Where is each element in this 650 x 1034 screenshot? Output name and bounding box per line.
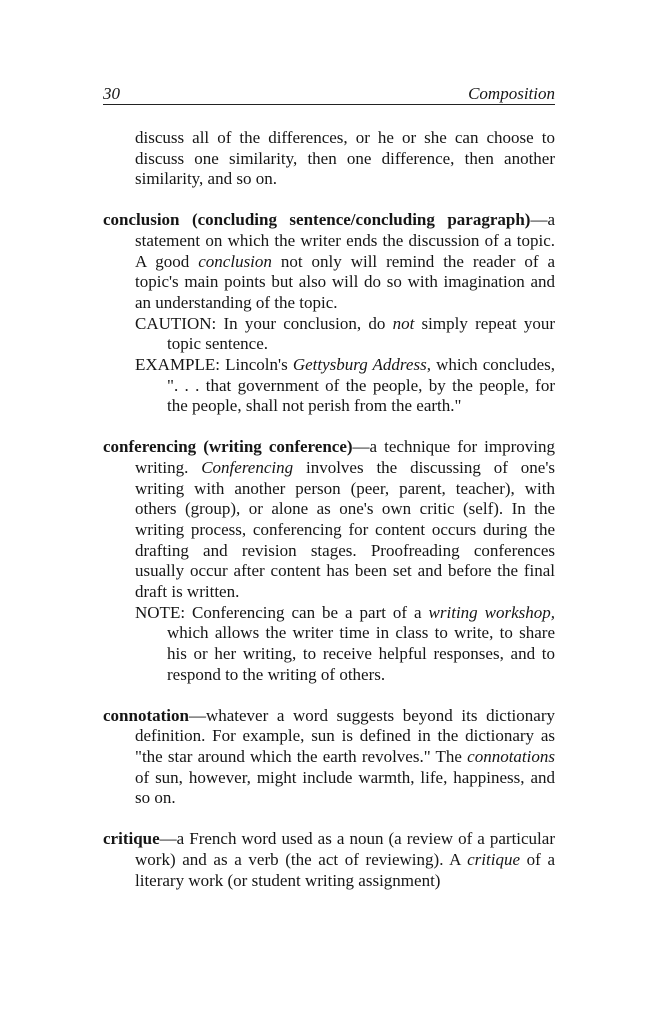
- definition-text: involves the discussing of one's writing with another person (peer, parent, teacher), with others (group), or alone as one's own critic (self). In the writing process, conferencing for content occurs during the drafting and revision stages. Proofreading conferences usually occur after content has been set and before the final draft is written.: [135, 457, 555, 602]
- note-text: NOTE: Conferencing can be a part of a: [135, 602, 429, 622]
- entry-definition: [103, 829, 555, 891]
- definition-italic: critique: [467, 849, 521, 869]
- entry-term: critique: [103, 829, 160, 849]
- entry-term: connotation: [103, 705, 189, 725]
- entry-definition: [103, 437, 555, 603]
- entry-term: conferencing (writing conference): [103, 437, 353, 457]
- definition-text: —a statement on which the writer ends the discussion of a topic. A good: [135, 210, 555, 271]
- definition-text: —a French word used as a noun (a review of a particular work) and as a verb (the act of reviewing). A: [135, 829, 555, 869]
- page-header: [103, 82, 555, 106]
- continuation-text: discuss all of the differences, or he or she can choose to discuss one similarity, then one difference, then another similarity, and so on.: [135, 128, 555, 189]
- entry-conferencing: [103, 437, 555, 685]
- definition-text: —a technique for improving writing.: [135, 437, 555, 477]
- header-rule: [103, 104, 555, 105]
- running-head: Composition: [468, 84, 555, 103]
- definition-italic: conclusion: [198, 251, 272, 271]
- caution-text: CAUTION: In your conclusion, do: [135, 313, 393, 333]
- definition-text: of a literary work (or student writing assignment): [135, 849, 555, 890]
- definition-text: —whatever a word suggests beyond its dictionary definition. For example, sun is defined in the dictionary as "the star around which the earth revolves." The: [135, 705, 555, 766]
- definition-text: of sun, however, might include warmth, life, happiness, and so on.: [135, 767, 555, 808]
- caution-text: simply repeat your topic sentence.: [167, 313, 555, 354]
- page-body: [103, 128, 555, 891]
- entry-definition: [103, 210, 555, 314]
- example-italic: Gettysburg Address: [292, 355, 427, 375]
- definition-text: not only will remind the reader of a topic's main points but also will do so with imagination and an understanding of the topic.: [135, 251, 555, 312]
- page-number: 30: [103, 84, 120, 103]
- definition-italic: Conferencing: [201, 457, 294, 477]
- continuation-paragraph: [103, 128, 555, 190]
- entry-connotation: [103, 706, 555, 810]
- caution-italic: not: [392, 313, 415, 333]
- caution-note: [103, 314, 555, 355]
- example-text: EXAMPLE: Lincoln's: [135, 355, 293, 375]
- note-italic: writing workshop,: [428, 602, 555, 622]
- note: [103, 603, 555, 686]
- entry-term: conclusion (concluding sentence/concluding paragraph): [103, 210, 531, 230]
- example-text: , which concludes, ". . . that government of the people, by the people, for the people, shall not perish from the earth.": [167, 355, 555, 416]
- definition-italic: connotations: [467, 746, 555, 766]
- entry-conclusion: [103, 210, 555, 417]
- entry-definition: [103, 706, 555, 810]
- note-text: which allows the writer time in class to write, to share his or her writing, to receive helpful responses, and to respond to the writing of others.: [167, 623, 555, 684]
- entry-critique: [103, 829, 555, 891]
- example-note: [103, 355, 555, 417]
